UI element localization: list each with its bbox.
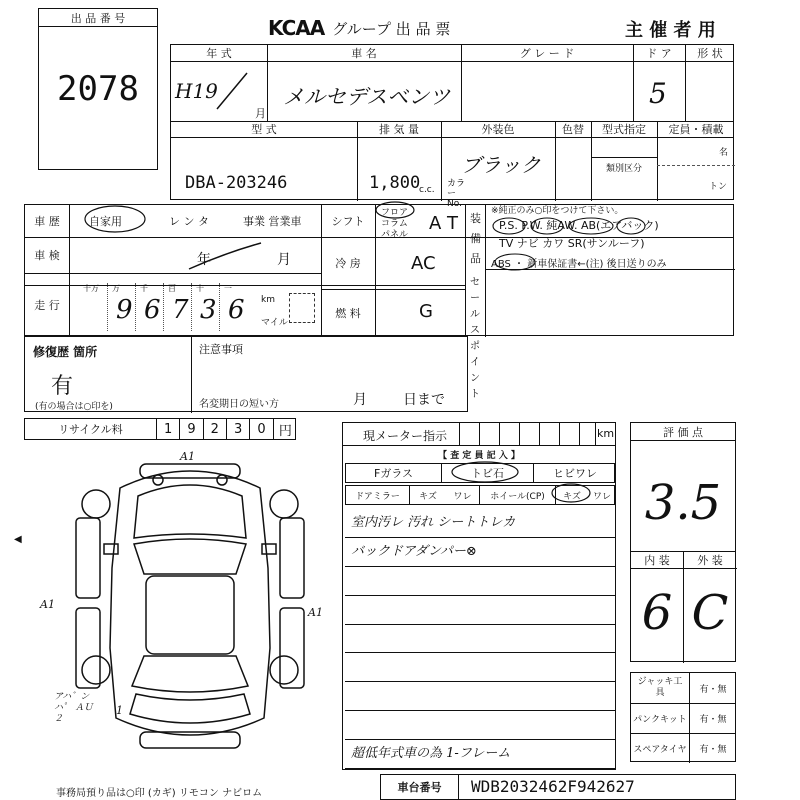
assessor-label: 【 査 定 員 記 入 】 [438, 450, 520, 461]
ac-value: AC [411, 253, 436, 274]
recycle-digit: 1 [157, 419, 180, 439]
meter-unit: km [597, 427, 615, 440]
exterior-label: 外 装 [683, 551, 737, 569]
recycle-label: リサイクル料 [25, 419, 157, 439]
mileage-digit-value: 3 [200, 295, 217, 325]
car-body-diagram [60, 448, 320, 768]
recycle-digit: 3 [227, 419, 250, 439]
glass-crack: ヒビワレ [553, 467, 597, 480]
lot-number-label: 出 品 番 号 [39, 9, 157, 27]
glass-chip-circle [449, 459, 523, 487]
history-commercial: 事業 営業車 [243, 215, 302, 228]
month-unit: 月 [255, 107, 266, 120]
history-rental: レ ン タ [169, 215, 209, 228]
doors-value: 5 [649, 77, 667, 110]
glass-label: Fガラス [346, 464, 442, 482]
type-designation-label: 型式指定 [602, 123, 646, 136]
puncture-choice[interactable]: 有・無 [699, 714, 727, 725]
mileage-unit-mile: マイル [261, 318, 288, 328]
exterior-value: C [691, 585, 729, 641]
shift-floor: フロア [381, 208, 409, 218]
color-value: ブラック [461, 153, 541, 177]
inspection-note-line [345, 596, 615, 625]
mirror-crack: ワレ [446, 486, 480, 504]
shift-column: コラム [381, 219, 408, 229]
recycle-digit: 2 [204, 419, 227, 439]
mirror-scratch: キズ [419, 491, 437, 502]
inspection-note-line: 室内汚レ 汚れ シートトレカ [345, 509, 615, 538]
document-title [268, 14, 528, 42]
repair-label: 修復歴 箇所 [33, 345, 98, 359]
recycle-digit: 0 [250, 419, 273, 439]
inspection-note-line [345, 567, 615, 596]
glass-chip: トビ石 [442, 464, 534, 482]
recycle-unit: 円 [278, 423, 292, 439]
diagram-mark-rear-center: 1 [116, 704, 123, 717]
inspection-box [342, 422, 616, 770]
notes-day-until: 日まで [403, 392, 445, 408]
color-change-label: 色替 [562, 123, 584, 136]
inspection-note-line: 超低年式車の為 1-フレーム [345, 740, 615, 769]
mileage-digit-value: 6 [144, 295, 161, 325]
diagram-mark-front: A1 [180, 450, 195, 463]
shaken-label: 車 検 [34, 249, 60, 262]
inspection-note-line [345, 711, 615, 740]
mileage-digit-label: 十 [196, 284, 204, 293]
mileage-digit-label: 万 [112, 284, 120, 293]
wheel-scratch-circle [549, 481, 593, 507]
capacity-unit-tons: トン [709, 182, 728, 192]
mileage-digit-cell [219, 283, 247, 331]
score-value: 3.5 [644, 475, 722, 531]
model-label: 型 式 [251, 123, 277, 136]
left-arrow-icon: ◀ [14, 534, 22, 545]
recycle-digits [157, 419, 297, 439]
chassis-value: WDB2032462F942627 [471, 777, 635, 796]
model-value: DBA-203246 [185, 173, 288, 193]
year-value: H19 [175, 79, 218, 103]
equipment-circles [487, 209, 737, 273]
color-number-label: カラー No. [447, 179, 466, 209]
equipment-row1: P.S. P.W. 純AW. AB(エアバック) [499, 219, 659, 232]
equipment-row3: ABS ・ 新車保証書←(注) 後日送りのみ [491, 259, 667, 270]
office-items: 事務局預り品は○印 (カギ) リモコン ナビロム [56, 788, 263, 799]
wheel-scratch: キズ [563, 491, 581, 502]
mileage-digit-cell [79, 283, 107, 331]
mileage-digit-label: 百 [168, 284, 176, 293]
repair-value: 有 [51, 374, 74, 399]
ac-label: 冷 房 [335, 257, 361, 270]
inspection-note-line: バックドアダンパー⊗ [345, 538, 615, 567]
mileage-digit-cell [163, 283, 191, 331]
mileage-digit-cell [135, 283, 163, 331]
fuel-label: 燃 料 [335, 307, 361, 320]
mileage-digit-label: 一 [224, 284, 232, 293]
notes-label: 注意事項 [199, 343, 243, 356]
category-label: 類別区分 [605, 163, 642, 174]
capacity-label: 定員・積載 [668, 123, 724, 136]
inspection-note-line [345, 653, 615, 682]
shift-label: シフト [331, 215, 365, 228]
mileage-unit-checkbox[interactable] [289, 293, 315, 323]
chassis-label: 車台番号 [381, 775, 459, 799]
capacity-unit-persons: 名 [719, 148, 729, 158]
jack-label: ジャッキ工具 [637, 677, 683, 698]
mileage-digit-cell [107, 283, 135, 331]
repair-block [24, 336, 468, 412]
inspection-note-line [345, 682, 615, 711]
spare-choice[interactable]: 有・無 [699, 744, 727, 755]
lot-number: 2078 [57, 69, 139, 109]
mileage-unit-km: km [261, 295, 275, 305]
interior-label: 内 装 [631, 551, 683, 569]
mileage-label: 走 行 [34, 299, 60, 312]
notes-month: 月 [353, 392, 367, 408]
shift-panel: パネル [381, 230, 409, 240]
displacement-label: 排 気 量 [379, 123, 419, 136]
history-label: 車 歴 [34, 215, 60, 228]
recycle-digit: 9 [180, 419, 203, 439]
mileage-digit-label: 十万 [83, 284, 99, 293]
recycle-row [24, 418, 296, 440]
jack-choice[interactable]: 有・無 [699, 684, 727, 695]
shift-value: A T [429, 213, 459, 234]
vehicle-info-table [170, 44, 734, 209]
wheel-label: ホイール(CP) [480, 486, 556, 504]
fuel-value: G [419, 301, 433, 322]
equipment-note: ※純正のみ○印をつけて下さい。 [491, 206, 624, 216]
diagram-mark-left: A1 [40, 598, 55, 611]
shaken-month: 月 [277, 252, 291, 268]
notes-expiry-label: 名変期日の短い方 [199, 399, 279, 410]
puncture-label: パンクキット [633, 714, 687, 725]
mileage-digit-value: 7 [172, 295, 189, 325]
shaken-strike-mark [185, 239, 265, 273]
meter-label: 現メーター指示 [363, 429, 448, 443]
diagram-mark-right: A1 [308, 606, 323, 619]
shape-label: 形 状 [697, 47, 723, 60]
mirror-label: ドアミラー [346, 486, 410, 504]
shift-floor-circle [373, 201, 417, 223]
equipment-label: 装備品 [470, 212, 481, 265]
form-title: グループ 出 品 票 [332, 19, 451, 38]
sales-point-label: セールスポイント [470, 277, 480, 400]
mileage-digit-value: 6 [228, 295, 245, 325]
mileage-digits [79, 283, 279, 333]
lot-number-box [38, 8, 158, 170]
wheel-crack: ワレ [592, 491, 611, 502]
mileage-digit-label: 千 [140, 284, 148, 293]
org-logo: KCAA [268, 16, 325, 40]
color-label: 外装色 [481, 123, 515, 136]
score-label: 評 価 点 [631, 423, 735, 441]
shaken-year: 年 [197, 252, 211, 268]
equipment-row2: TV ナビ カワ SR(サンルーフ) [499, 237, 645, 250]
displacement-value: 1,800 [369, 173, 421, 193]
maker-label: 車 名 [351, 47, 377, 60]
tools-box [630, 672, 736, 762]
spare-label: スペアタイヤ [633, 744, 687, 755]
year-label: 年 式 [206, 47, 232, 60]
interior-value: 6 [641, 585, 673, 641]
repair-note: (有の場合は○印を) [35, 402, 113, 412]
score-box [630, 422, 736, 662]
copy-type-label: 主 催 者 用 [625, 20, 716, 41]
mileage-digit-value: 9 [116, 295, 133, 325]
inspection-note-line [345, 625, 615, 654]
year-slash-mark [211, 69, 251, 113]
chassis-box [380, 774, 736, 800]
history-private-circle [81, 203, 149, 237]
doors-label: ド ア [646, 47, 672, 60]
grade-label: グ レ ー ド [519, 47, 575, 60]
mileage-digit-cell [191, 283, 219, 331]
maker-value: メルセデスベンツ [283, 85, 451, 109]
diagram-mark-rear-left: アハ゛ンハ゜ ＡＵ２ [54, 692, 93, 724]
history-private: 自家用 [89, 215, 122, 228]
displacement-unit: c.c. [419, 185, 435, 195]
inspection-notes [345, 509, 615, 771]
